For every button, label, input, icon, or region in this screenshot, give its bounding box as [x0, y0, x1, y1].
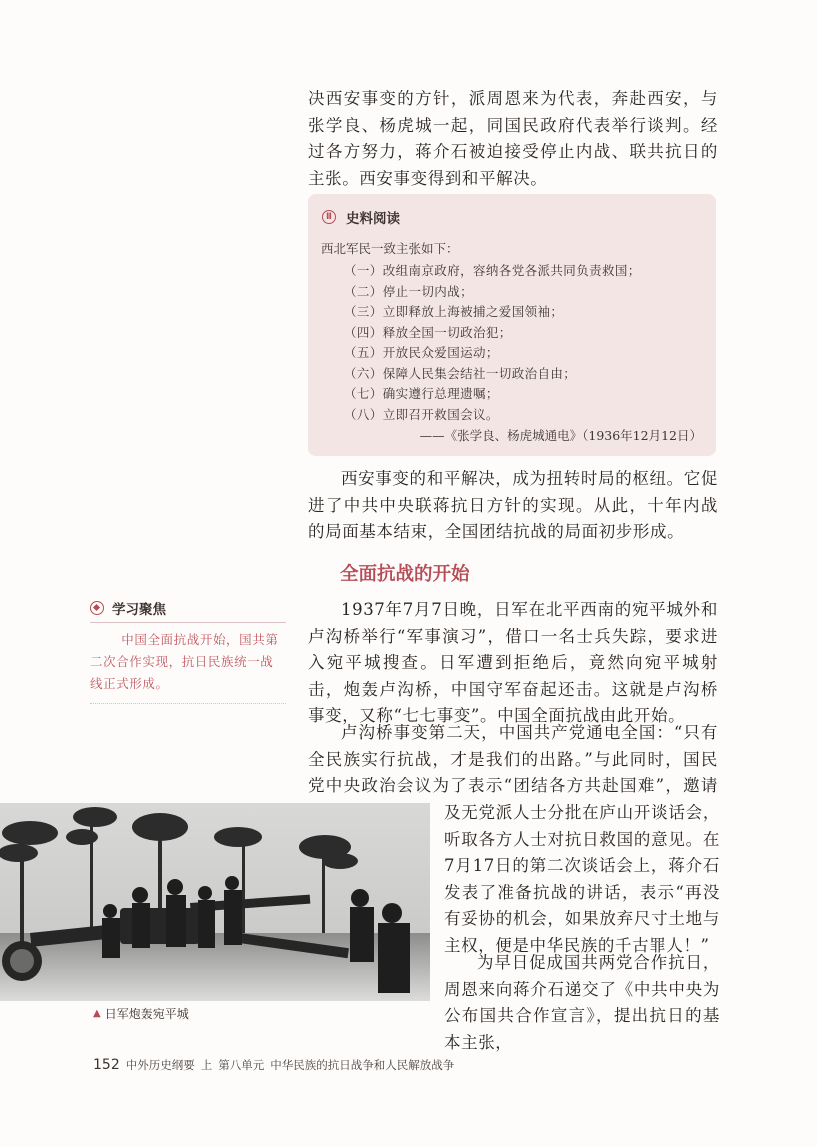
body-paragraph-2: 卢沟桥事变第二天，中国共产党通电全国：“只有全民族实行抗战，才是我们的出路。”与此同时，国民党中央政治会议为了表示“团结各方共赴国难”，邀请 [308, 723, 718, 795]
page-footer [93, 1057, 454, 1073]
mid-paragraph: 西安事变的和平解决，成为扭转时局的枢纽。它促进了中共中央联蒋抗日方针的实现。从此，十年内战的局面基本结束，全国团结抗战的局面初步形成。 [308, 469, 718, 541]
source-list-item: （四）释放全国一切政治犯； [344, 324, 512, 340]
source-reading-title: 史料阅读 [346, 211, 400, 227]
source-intro: 西北军民一致主张如下： [321, 241, 459, 256]
body-paragraph-2-wrap: 及无党派人士分批在庐山开谈话会，听取各方人士对抗日救国的意见。在7月17日的第二次谈话会上，蒋介石发表了准备抗战的讲话，表示“再没有妥协的机会，如果放弃尺寸土地与主权，便是中华民族的千古罪人！” [444, 803, 720, 955]
study-focus-icon [90, 601, 104, 615]
photo-caption-text: 日军炮轰宛平城 [104, 1007, 189, 1021]
source-list-item: （六）保障人民集会结社一切政治自由； [344, 365, 577, 381]
source-list-item: （一）改组南京政府，容纳各党各派共同负责救国； [344, 263, 641, 278]
source-citation: ——《张学良、杨虎城通电》（1936年12月12日） [419, 428, 702, 443]
source-list-item: （二）停止一切内战； [344, 283, 474, 299]
study-focus-box [90, 598, 286, 704]
footer-unit-title: 中华民族的抗日战争和人民解放战争 [270, 1058, 455, 1072]
source-list-item: （八）立即召开救国会议。 [344, 406, 499, 422]
section-title: 全面抗战的开始 [340, 564, 470, 585]
caption-triangle-icon: ▲ [93, 1008, 101, 1019]
body-paragraph-1: 1937年7月7日晚，日军在北平西南的宛平城外和卢沟桥举行“军事演习”，借口一名士兵失踪，要求进入宛平城搜查。日军遭到拒绝后，竟然向宛平城射击，炮轰卢沟桥，中国守军奋起还击。这就是卢沟桥事变，又称“七七事变”。中国全面抗战由此开始。 [308, 600, 718, 725]
source-reading-header [322, 207, 400, 227]
top-paragraph: 决西安事变的方针，派周恩来为代表，奔赴西安，与张学良、杨虎城一起，同国民政府代表举行谈判。经过各方努力，蒋介石被迫接受停止内战、联共抗日的主张。西安事变得到和平解决。 [308, 89, 718, 188]
source-list [344, 261, 641, 425]
study-focus-title: 学习聚焦 [112, 602, 166, 618]
footer-volume: 上 [200, 1058, 213, 1072]
source-reading-box [308, 194, 716, 456]
footer-book: 中外历史纲要 [125, 1058, 195, 1072]
source-reading-icon: Ⅱ [322, 210, 336, 224]
footer-unit: 第八单元 [218, 1058, 265, 1072]
artillery-photo-image [0, 803, 430, 1001]
page-number: 152 [93, 1057, 120, 1073]
study-focus-text: 中国全面抗战开始，国共第二次合作实现，抗日民族统一战线正式形成。 [90, 629, 286, 704]
source-list-item: （五）开放民众爱国运动； [344, 345, 499, 360]
photo-caption [93, 1005, 189, 1022]
artillery-photo [0, 803, 430, 1001]
body-paragraph-3: 为早日促成国共两党合作抗日，周恩来向蒋介石递交了《中共中央为公布国共合作宣言》，提出抗日的基本主张， [444, 953, 720, 1052]
study-focus-header [90, 598, 286, 623]
source-list-item: （三）立即释放上海被捕之爱国领袖； [344, 304, 564, 319]
source-list-item: （七）确实遵行总理遗嘱； [344, 386, 499, 401]
